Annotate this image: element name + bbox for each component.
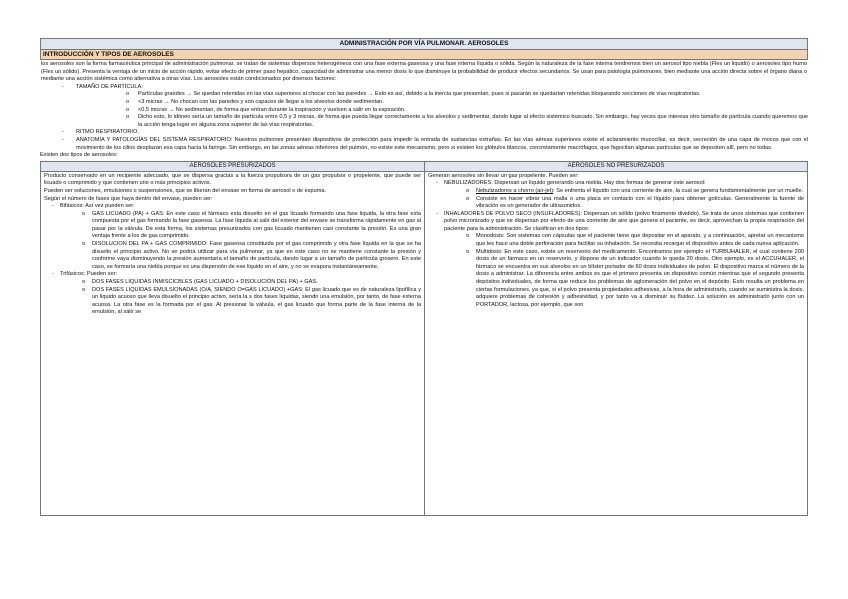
nebulizer-type-text: : Se enfrenta el líquido con una corriente de aire, la cual se genera fundamentalmente por un muelle. [553,187,804,194]
pressurized-p3: Según el número de fases que haya dentro del envase, pueden ser: [44,195,213,202]
nebulizers-label: NEBULIZADORES: Dispersan un líquido generando una niebla. Hay dos formas de generar este aerosol: [444,180,706,187]
triphasic-subitem: o DOS FASES LIQUIDAS EMULSIONADAS (O/A, SIENDO O=GAS LICUADO) +GAS: El gas licuado que es de naturaleza lipofílica y un liquido acuoso que lleva disuelto el principio activo, sería la s dos fases líquidas, siendo una emulsión, por tanto, de fase externa acuosa. La otra fase es la formada por el gas. Al presionar la válvula, el gas licuado que forma parte de la fase interna de la emulsión, al salir se [60,287,421,317]
factor-list [40,84,808,152]
nebulizer-type-text: Consiste en hacer vibrar una malla o una placa en contacto con el líquido para obtener gotículas. Generalmente la fuente de vibración es un generador de ultrasonidos. [476,195,804,210]
dry-powder-inhalers-item [428,211,804,310]
factor-breathing-rate: - RITMO RESPIRATORIO. [40,129,808,137]
pressurized-header: AEROSOLES PRESURIZADOS [41,162,424,172]
non-pressurized-p1: Generan aerosoles sin llevar un gas propelente. Pueden ser: [428,172,579,179]
pressurized-column [41,162,424,515]
pressurized-p1: Producto conservado en un recipiente adecuado, que se dispersa gracias a la fuerza propulsora de un gas propulsor o propelente, que puede ser licuado o comprimido y que contienen uno o más principios activos. [44,172,421,187]
nebulizer-type-name: Nebulizadores a chorro (air-jet) [476,187,554,194]
triphasic-item [44,271,421,317]
biphasic-item [44,203,421,271]
inhaler-subitem: o Multidosis: En este caso, existe un reservorio del medicamento. Encontramos por ejemplo el TURBUHALER, el cual contiene 200 dosis de un fármaco en un reservorio, y dispone de un indicador cuando le queda 20 dosis. Otro ejemplo, es el ACCUHALER, el fármaco se encuentra en sus alveolos en un blíster portador de 60 dosis individuales de polvo. El dispositivo marca el número de la dosis a administrar. La diferencia entre ambos es que el primero presenta un dispositivo común mientras que el segundo presenta depósitos individuales, de forma que reduce los problemas de aglomeración del polvo en el depósito. Esto resulta un problema en ciertas formulaciones, ya que, si el polvo presenta propiedades adhesivas, a la hora de administrarlo, cuando se suministra la dosis, adquiere problemas de cohesión y adhesividad, y por tanto va a disminuir su fluidez. La solución es administrarlo junto con un PORTADOR, lactosa, por ejemplo, que son [444,249,804,310]
biphasic-subitem: o DISOLUCION DEL PA + GAS COMPRIMIDO: Fase gaseosa constituida por el gas comprimido y otra fase líquida en la que se ha disuelto el principio activo. No se podría utilizar para vía pulmonar, ya que en este caso no se mantiene constante la presión y conforme vaya disminuyendo la presión aumentaría el tamaño de partícula, dando lugar a un tamaño de partícula grosero. En este caso, se formaría una niebla porque es una dispersión de ese líquido en el aire, y no se evapora instantáneamente. [60,241,421,271]
biphasic-subitem: o GAS LICUADO (PA) + GAS: En este caso el fármaco esta disuelto en el gas licuado formando una fase liquida, la otra fase esta compuesta por el gas formando la fase gaseosa. La fase líquida al salir del exterior del envase se transforma rápidamente en gas al pasar por la válvula. De esta forma, los sistemas presurizados con gas licuado mantienen casi constante la presión. Es una gran ventaja frente a los de gas comprimido. [60,211,421,241]
section-heading: INTRODUCCIÓN Y TIPOS DE AEROSOLES [40,49,808,60]
inhaler-subitem: o Monodosis: Son sistemas con cápsulas que el paciente tiene que depositar en el aparato, y a continuación, apretar un mecanismo que les hace una doble perforación para facilitar su inhalación. Se necesita recargar el dispositivo antes de cada nueva aplicación. [444,233,804,248]
types-intro: Existen dos tipos de aerosoles: [40,152,118,159]
nebulizer-subitem [444,188,804,196]
non-pressurized-header: AEROSOLES NO PRESURIZADOS [425,162,807,172]
document-page [40,38,808,516]
factor-particle-size [40,84,808,130]
intro-paragraph: los aerosoles son la forma farmacéutica principal de administración pulmonar, se tratan de sistemas dispersos heterogéneos con una fase externa gaseosa y una fase interna líquida o sólida. Según la naturaleza de la fase interna tendremos bien un aerosol tipo niebla (Fles un liquido) o aerosoles tipo humo (Fles un sólido). Presenta la ventaja de un inicio de acción rápido, evitar efecto de primer paso hepático, capacidad de administrar una menor dosis lo que disminuye la probabilidad de producir efectos secundarios. Se usan para patología pulmonares, bien mediante una acción directa sobre el órgano diana o mediante una acción sistémica como alternativa a otras vías. Los aerosoles están condicionados por diversos factores: [41,61,807,83]
pressurized-body [41,172,424,515]
triphasic-subitem: o DOS FASES LÍQUIDAS INMISCICBLES (GAS LICUADO + DISOLUCIÓN DEL PA) + GAS. [60,279,421,287]
particle-size-item: o Partículas grandes → Se quedan retenidas en las vías superiores al chocar con las paredes → Esto es así, debido a la inercia que presentan, pues si pasarán se quedarían retenidas bloqueando secciones de vías respiratorias. [76,91,808,99]
biphasic-label: Bifásicos: Así vez pueden ser: [60,203,135,210]
non-pressurized-column [424,162,807,515]
aerosol-types-table [40,161,808,516]
factor-anatomy: - ANATOMÍA Y PATOLOGÍAS DEL SISTEMA RESPIRATORIO: Nuestros pulmones presentan dispositivos de protección para impedir la entrada de sustancias extrañas. En las vías aéreas superiores existe el aclaramiento mucociliar, es decir, secreción de una capa de mocos que con el movimiento de los cilios desplazan esa capa hacia la faringe. Sin embargo, en las zonas aéreas inferiores del pulmón, no existe este mecanismo, pero si existen los glóbulos blancos, concretamente macrófagos, que fagocitan algunas partículas que se depositen allí, pero no todas. [40,137,808,152]
particle-size-item: o <0,5 micras → No sedimentan, de forma que entran durante la inspiración y vuelven a salir en la espiración. [76,107,808,115]
pressurized-p2: Pueden ser soluciones, emulsiones o suspensiones, que se liberan del envase en forma de aerosol o de espuma. [44,187,327,194]
triphasic-label: Trifásicos: Pueden ser: [60,271,117,278]
document-title: ADMINISTRACIÓN POR VÍA PULMONAR. AEROSOLES [40,38,808,49]
particle-size-item: o Dicho esto, lo idóneo sería un tamaño de partícula entre 0,5 y 3 micras, de forma que pueda llegar correctamente a los alveolos y sedimentar, dando lugar al efecto sistémico buscado. Sin embargo, hay veces que interesa otro tamaño de partícula cuando queremos que la acción tenga lugar en alguna zona superior de las vías respiratorias. [76,114,808,129]
non-pressurized-body [425,172,807,515]
dry-powder-label: INHALADORES DE POLVO SECO (INSUFLADORES): Dispersan un sólido (polvo finamente dividido). Se trata de unos sistemas que contienen polvo micronizado y que se dispersan por efecto de una corriente de aire que genera el paciente, es decir, aprovechan la propia respiración del paciente para la administración. Se clasifican en dos tipos: [444,210,804,232]
nebulizers-item [428,180,804,210]
particle-size-item: o <3 micras → No chocan con las paredes y son capaces de llegar a los alveolos donde sedimentan. [76,99,808,107]
factor-label: TAMAÑO DE PARTÍCULA: [76,83,143,90]
nebulizer-subitem [444,196,804,211]
